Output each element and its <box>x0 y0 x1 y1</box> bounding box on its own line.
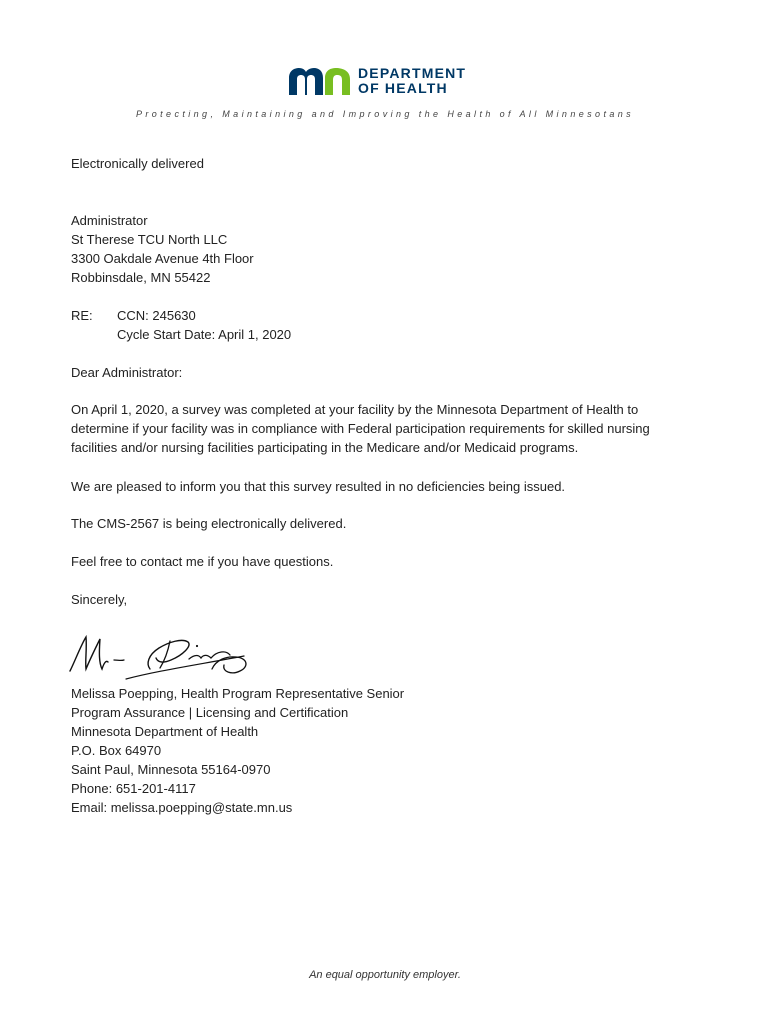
signer-name-title: Melissa Poepping, Health Program Representative Senior <box>71 686 405 701</box>
footer-text: An equal opportunity employer. <box>309 969 461 981</box>
mn-logo-icon <box>288 66 352 96</box>
re-label: RE: <box>71 308 93 323</box>
paragraph-line: determine if your facility was in compliance with Federal participation requirements for skilled nursing <box>71 421 650 436</box>
logo-wordmark <box>358 66 466 96</box>
signature-icon <box>66 627 266 686</box>
signer-unit: Program Assurance | Licensing and Certification <box>71 705 349 720</box>
signer-po-box: P.O. Box 64970 <box>71 743 162 758</box>
delivery-note: Electronically delivered <box>71 156 204 171</box>
recipient-title: Administrator <box>71 213 148 228</box>
body-paragraph-2: We are pleased to inform you that this survey resulted in no deficiencies being issued. <box>71 479 566 494</box>
tagline: Protecting, Maintaining and Improving the Health of All Minnesotans <box>135 109 635 119</box>
body-paragraph-1 <box>71 400 711 457</box>
signer-city: Saint Paul, Minnesota 55164-0970 <box>71 762 271 777</box>
recipient-facility: St Therese TCU North LLC <box>71 232 228 247</box>
re-block <box>117 306 291 344</box>
signature-block <box>71 684 404 817</box>
mdh-logo <box>288 64 466 98</box>
signer-email: Email: melissa.poepping@state.mn.us <box>71 800 293 815</box>
closing: Sincerely, <box>71 592 128 607</box>
recipient-city: Robbinsdale, MN 55422 <box>71 270 211 285</box>
re-cycle-start: Cycle Start Date: April 1, 2020 <box>117 327 292 342</box>
re-ccn: CCN: 245630 <box>117 308 196 323</box>
signer-phone: Phone: 651-201-4117 <box>71 781 196 796</box>
paragraph-line: On April 1, 2020, a survey was completed at your facility by the Minnesota Department of Health to <box>71 402 639 417</box>
salutation: Dear Administrator: <box>71 365 183 380</box>
body-paragraph-4: Feel free to contact me if you have questions. <box>71 554 334 569</box>
body-paragraph-3: The CMS-2567 is being electronically delivered. <box>71 516 347 531</box>
signer-department: Minnesota Department of Health <box>71 724 259 739</box>
recipient-address <box>71 211 254 287</box>
logo-line-2: OF HEALTH <box>358 80 448 96</box>
paragraph-line: facilities and/or nursing facilities participating in the Medicare and/or Medicaid programs. <box>71 440 579 455</box>
logo-line-1: DEPARTMENT <box>358 65 467 81</box>
recipient-street: 3300 Oakdale Avenue 4th Floor <box>71 251 254 266</box>
